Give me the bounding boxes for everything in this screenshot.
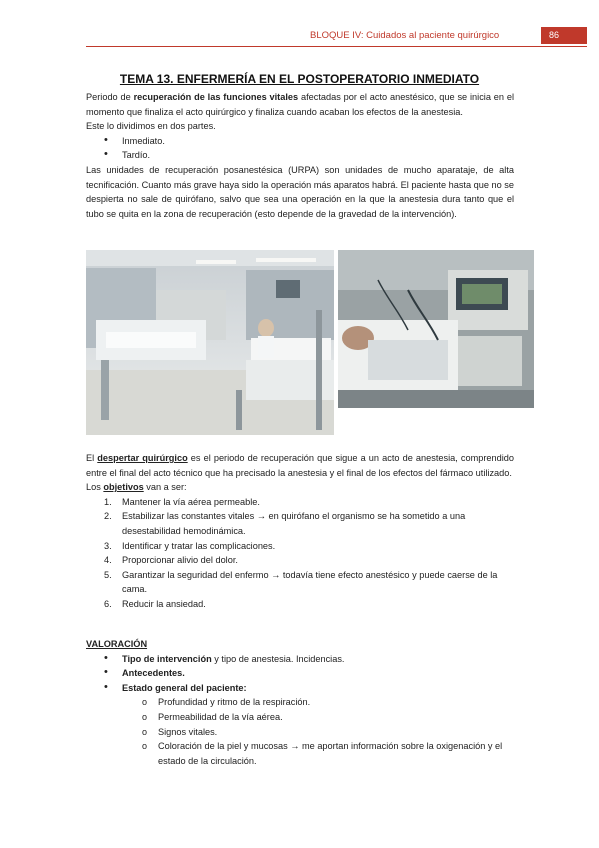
page-number: 86 xyxy=(541,27,587,44)
list-item: • Inmediato. xyxy=(86,134,514,149)
sub-list-item: o Profundidad y ritmo de la respiración. xyxy=(86,695,514,710)
parts-list xyxy=(86,134,514,163)
intro-parts-line: Este lo dividimos en dos partes. xyxy=(86,121,216,132)
valoracion-heading: VALORACIÓN xyxy=(86,639,148,649)
despertar-paragraph: El despertar quirúrgico es el periodo de recuperación que sigue a un acto de anestesia, comprendido entre el final del acto técnico que ha precisado la anestesia y el final de los efectos del fármaco utilizado. xyxy=(86,453,514,478)
despertar-section xyxy=(86,451,514,612)
urpa-paragraph: Las unidades de recuperación posanestésica (URPA) son unidades de mucho aparataje, de alta tecnificación. Cuanto más grave haya sido la operación más aparatos habrá. El paciente hasta que no se despierta no sale de quirófano, salvo que sea una operación en la que la anestesia dura tanto que el tubo se quita en la zona de recuperación (esto depende de la gravedad de la intervención). xyxy=(86,164,514,219)
chapter-title: TEMA 13. ENFERMERÍA EN EL POSTOPERATORIO INMEDIATO xyxy=(119,72,480,86)
list-item: • Estado general del paciente: xyxy=(86,681,514,696)
sub-list-item: o Signos vitales. xyxy=(86,725,514,740)
valoracion-list xyxy=(86,652,514,696)
running-header: BLOQUE IV: Cuidados al paciente quirúrgico xyxy=(310,30,500,41)
intro-paragraph: Periodo de recuperación de las funciones vitales afectadas por el acto anestésico, que se inicia en el momento que finaliza el acto quirúrgico y finaliza cuando acaban los efectos de la anestesia. xyxy=(86,92,514,117)
sub-list-item: o Permeabilidad de la vía aérea. xyxy=(86,710,514,725)
objetivos-intro: Los objetivos van a ser: xyxy=(86,482,187,493)
objetivos-list xyxy=(86,495,514,612)
header-divider xyxy=(86,46,587,47)
sub-list-item: o Coloración de la piel y mucosas → me aportan información sobre la oxigenación y el estado de la circulación. xyxy=(86,739,514,768)
valoracion-section xyxy=(86,637,514,768)
list-item: 3. Identificar y tratar las complicaciones. xyxy=(104,540,276,551)
estado-general-sublist xyxy=(86,695,514,768)
list-item: • Tardío. xyxy=(86,148,514,163)
intro-section xyxy=(86,90,514,221)
list-item: 5. Garantizar la seguridad del enfermo → todavía tiene efecto anestésico y puede caerse de la cama. xyxy=(104,569,498,595)
list-item: 4. Proporcionar alivio del dolor. xyxy=(104,555,238,566)
list-item: • Antecedentes. xyxy=(86,666,514,681)
list-item: 6. Reducir la ansiedad. xyxy=(104,598,206,609)
list-item: 1. Mantener la vía aérea permeable. xyxy=(104,496,260,507)
recovery-ward-photo xyxy=(86,250,334,435)
list-item: • Tipo de intervención y tipo de anestesia. Incidencias. xyxy=(86,652,514,667)
list-item: 2. Estabilizar las constantes vitales → en quirófano el organismo se ha sometido a una desestabilidad hemodinámica. xyxy=(104,511,466,536)
patient-monitoring-photo xyxy=(338,250,534,408)
